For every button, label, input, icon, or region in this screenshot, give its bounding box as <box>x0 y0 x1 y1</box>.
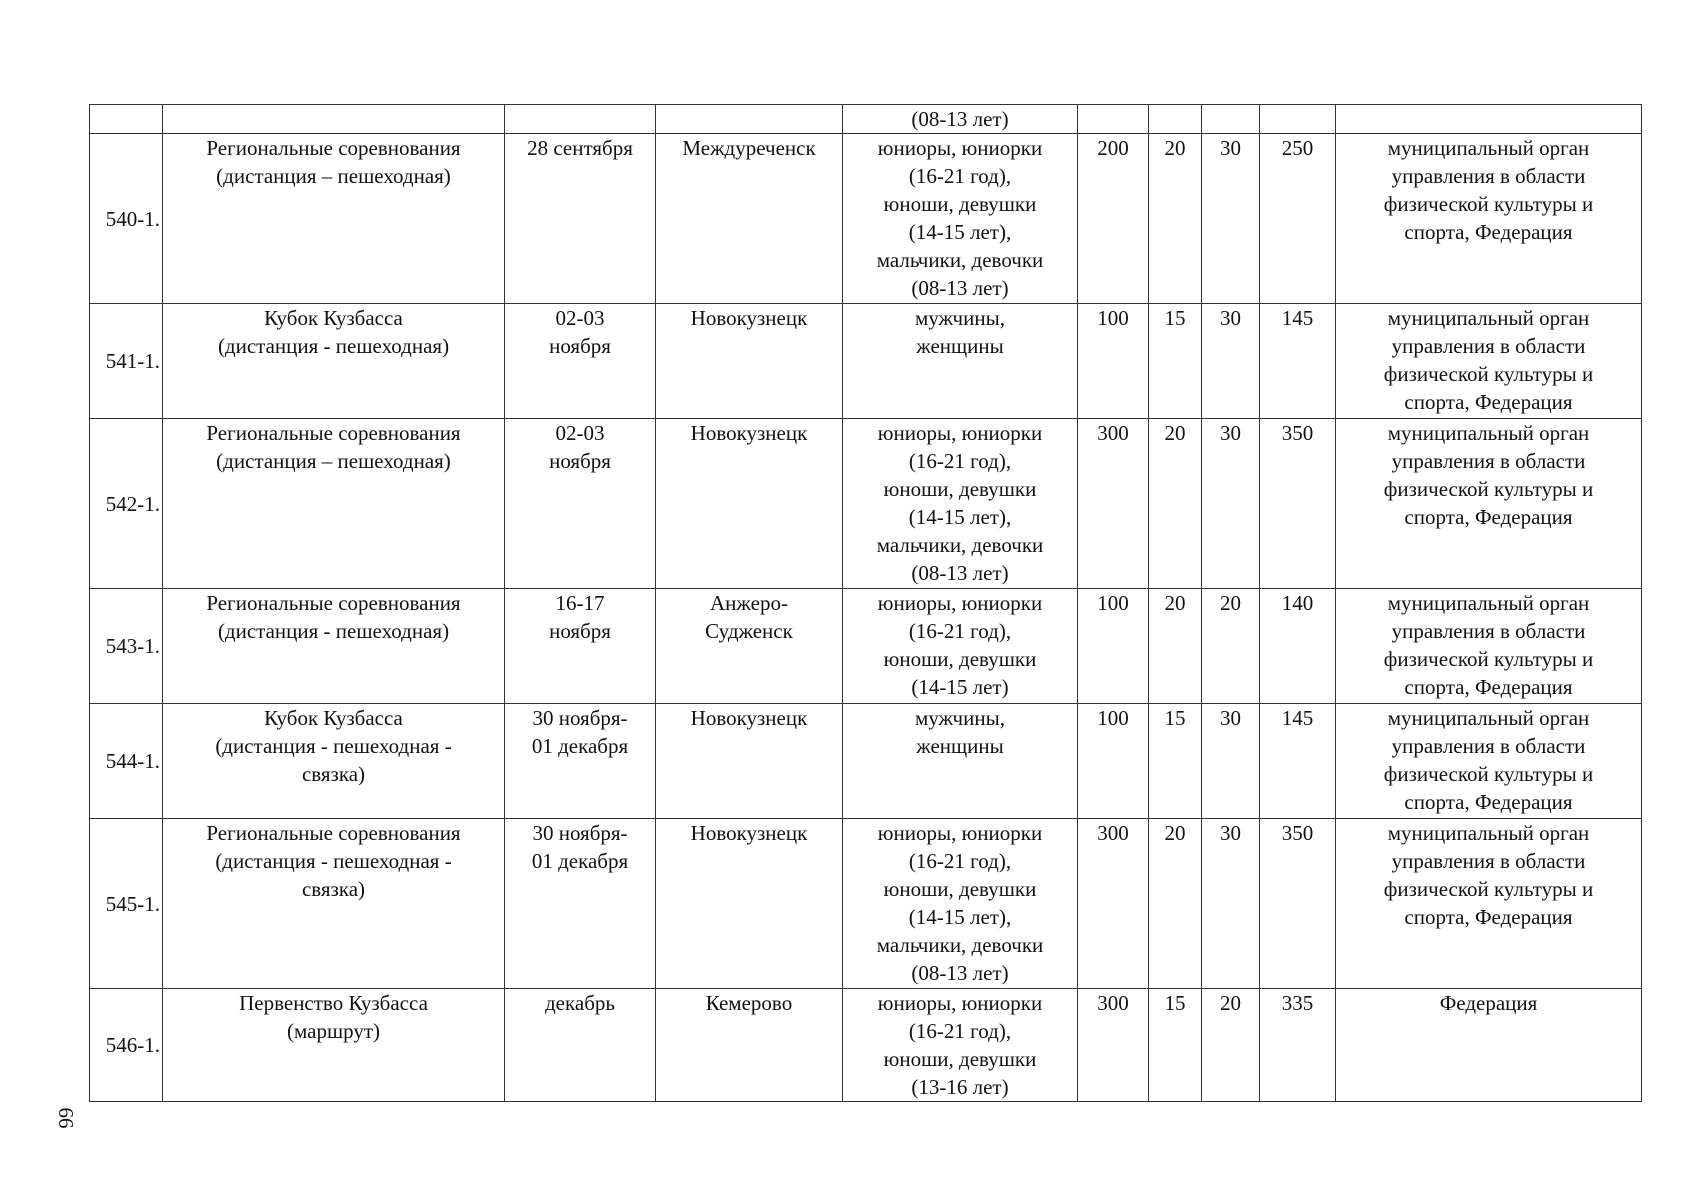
cell-organizer <box>1336 105 1642 134</box>
cell-place: Междуреченск <box>656 134 843 304</box>
cell-total: 350 <box>1260 819 1336 989</box>
cell-count-3: 20 <box>1202 589 1260 704</box>
cell-count-3: 30 <box>1202 304 1260 419</box>
cell-place: Новокузнецк <box>656 819 843 989</box>
cell-date: 30 ноября- 01 декабря <box>505 704 656 819</box>
cell-place: Анжеро- Судженск <box>656 589 843 704</box>
events-table <box>89 104 1642 1102</box>
cell-count-1: 100 <box>1078 704 1149 819</box>
cell-count-2: 20 <box>1149 419 1202 589</box>
cell-count-1: 100 <box>1078 589 1149 704</box>
page-number: 66 <box>54 1107 78 1129</box>
cell-total: 335 <box>1260 989 1336 1102</box>
cell-count-3: 30 <box>1202 819 1260 989</box>
table-row <box>90 819 1642 989</box>
cell-date <box>505 105 656 134</box>
cell-number: 544-1. <box>90 704 163 819</box>
cell-count-3: 30 <box>1202 419 1260 589</box>
table-row <box>90 989 1642 1102</box>
cell-group: юниоры, юниорки (16-21 год), юноши, девушки (14-15 лет), мальчики, девочки (08-13 лет) <box>843 819 1078 989</box>
cell-event <box>163 105 505 134</box>
cell-count-1: 300 <box>1078 419 1149 589</box>
cell-organizer: муниципальный орган управления в области физической культуры и спорта, Федерация <box>1336 134 1642 304</box>
cell-group: юниоры, юниорки (16-21 год), юноши, девушки (14-15 лет) <box>843 589 1078 704</box>
table-row <box>90 704 1642 819</box>
cell-organizer: Федерация <box>1336 989 1642 1102</box>
cell-place: Кемерово <box>656 989 843 1102</box>
cell-group: юниоры, юниорки (16-21 год), юноши, девушки (13-16 лет) <box>843 989 1078 1102</box>
cell-number: 543-1. <box>90 589 163 704</box>
cell-organizer: муниципальный орган управления в области физической культуры и спорта, Федерация <box>1336 704 1642 819</box>
cell-number <box>90 105 163 134</box>
cell-count-2: 15 <box>1149 989 1202 1102</box>
cell-group: мужчины, женщины <box>843 704 1078 819</box>
cell-event: Региональные соревнования (дистанция - пешеходная - связка) <box>163 819 505 989</box>
cell-count-2: 20 <box>1149 819 1202 989</box>
cell-number: 540-1. <box>90 134 163 304</box>
cell-count-1: 300 <box>1078 989 1149 1102</box>
cell-place: Новокузнецк <box>656 304 843 419</box>
cell-count-2 <box>1149 105 1202 134</box>
cell-count-1 <box>1078 105 1149 134</box>
cell-place: Новокузнецк <box>656 704 843 819</box>
cell-count-2: 20 <box>1149 134 1202 304</box>
cell-number: 542-1. <box>90 419 163 589</box>
cell-event: Региональные соревнования (дистанция – пешеходная) <box>163 419 505 589</box>
cell-count-2: 15 <box>1149 704 1202 819</box>
table-row <box>90 589 1642 704</box>
cell-organizer: муниципальный орган управления в области физической культуры и спорта, Федерация <box>1336 819 1642 989</box>
cell-date: 30 ноября- 01 декабря <box>505 819 656 989</box>
cell-number: 541-1. <box>90 304 163 419</box>
cell-count-1: 200 <box>1078 134 1149 304</box>
cell-count-3 <box>1202 105 1260 134</box>
cell-count-3: 20 <box>1202 989 1260 1102</box>
cell-group: (08-13 лет) <box>843 105 1078 134</box>
cell-place <box>656 105 843 134</box>
cell-event: Кубок Кузбасса (дистанция - пешеходная) <box>163 304 505 419</box>
cell-number: 545-1. <box>90 819 163 989</box>
cell-number: 546-1. <box>90 989 163 1102</box>
cell-total: 145 <box>1260 304 1336 419</box>
cell-organizer: муниципальный орган управления в области физической культуры и спорта, Федерация <box>1336 304 1642 419</box>
cell-date: 16-17 ноября <box>505 589 656 704</box>
cell-total: 140 <box>1260 589 1336 704</box>
cell-event: Региональные соревнования (дистанция – пешеходная) <box>163 134 505 304</box>
cell-organizer: муниципальный орган управления в области физической культуры и спорта, Федерация <box>1336 589 1642 704</box>
cell-count-1: 100 <box>1078 304 1149 419</box>
cell-group: юниоры, юниорки (16-21 год), юноши, девушки (14-15 лет), мальчики, девочки (08-13 лет) <box>843 419 1078 589</box>
cell-event: Первенство Кузбасса (маршрут) <box>163 989 505 1102</box>
cell-total: 350 <box>1260 419 1336 589</box>
cell-count-3: 30 <box>1202 134 1260 304</box>
cell-count-2: 20 <box>1149 589 1202 704</box>
cell-date: 02-03 ноября <box>505 419 656 589</box>
cell-date: 02-03 ноября <box>505 304 656 419</box>
cell-total <box>1260 105 1336 134</box>
cell-total: 250 <box>1260 134 1336 304</box>
cell-count-2: 15 <box>1149 304 1202 419</box>
cell-event: Региональные соревнования (дистанция - пешеходная) <box>163 589 505 704</box>
table-row <box>90 134 1642 304</box>
cell-total: 145 <box>1260 704 1336 819</box>
table-row <box>90 419 1642 589</box>
cell-organizer: муниципальный орган управления в области физической культуры и спорта, Федерация <box>1336 419 1642 589</box>
cell-count-1: 300 <box>1078 819 1149 989</box>
cell-event: Кубок Кузбасса (дистанция - пешеходная - связка) <box>163 704 505 819</box>
cell-date: декабрь <box>505 989 656 1102</box>
cell-group: мужчины, женщины <box>843 304 1078 419</box>
cell-date: 28 сентября <box>505 134 656 304</box>
cell-count-3: 30 <box>1202 704 1260 819</box>
table-row <box>90 105 1642 134</box>
table-row <box>90 304 1642 419</box>
cell-group: юниоры, юниорки (16-21 год), юноши, девушки (14-15 лет), мальчики, девочки (08-13 лет) <box>843 134 1078 304</box>
cell-place: Новокузнецк <box>656 419 843 589</box>
